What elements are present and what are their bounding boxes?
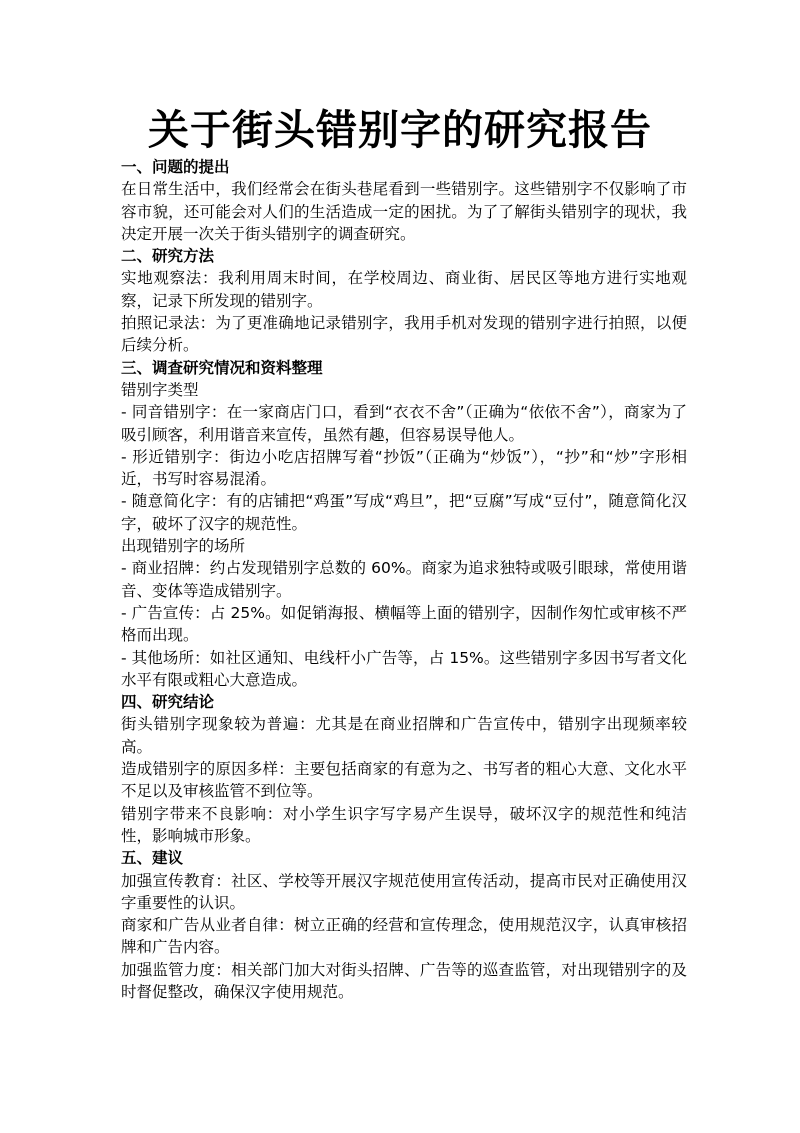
list-item-shop-signs: - 商业招牌：约占发现错别字总数的 60%。商家为追求独特或吸引眼球，常使用谐音、变体等造成错别字。	[121, 559, 687, 600]
subheading-error-types: 错别字类型	[121, 380, 199, 399]
list-item-other-places: - 其他场所：如社区通知、电线杆小广告等，占 15%。这些错别字多因书写者文化水平有限或粗心大意造成。	[121, 648, 687, 689]
report-body	[121, 156, 687, 1003]
list-item-homophone: - 同音错别字：在一家商店门口，看到“衣衣不舍”（正确为“依依不舍”），商家为了吸引顾客，利用谐音来宣传，虽然有趣，但容易误导他人。	[121, 403, 687, 444]
list-item-advertising: - 广告宣传：占 25%。如促销海报、横幅等上面的错别字，因制作匆忙或审核不严格而出现。	[121, 603, 687, 645]
paragraph-observation-method: 实地观察法：我利用周末时间，在学校周边、商业街、居民区等地方进行实地观察，记录下所发现的错别字。	[121, 269, 687, 310]
section-heading-methods: 二、研究方法	[121, 247, 215, 266]
paragraph-photo-method: 拍照记录法：为了更准确地记录错别字，我用手机对发现的错别字进行拍照，以便后续分析。	[121, 314, 687, 355]
subheading-locations: 出现错别字的场所	[121, 537, 246, 556]
list-item-simplification: - 随意简化字：有的店铺把“鸡蛋”写成“鸡旦”，把“豆腐”写成“豆付”，随意简化汉字，破坏了汉字的规范性。	[121, 492, 687, 533]
paragraph-conclusion-impact: 错别字带来不良影响：对小学生识字写字易产生误导，破坏汉字的规范性和纯洁性，影响城市形象。	[121, 804, 687, 845]
paragraph-suggestion-supervision: 加强监管力度：相关部门加大对街头招牌、广告等的巡查监管，对出现错别字的及时督促整改，确保汉字使用规范。	[121, 960, 687, 1001]
section-heading-problem: 一、问题的提出	[121, 158, 230, 176]
section-heading-conclusions: 四、研究结论	[121, 693, 215, 712]
report-title: 关于街头错别字的研究报告	[148, 106, 652, 154]
paragraph-suggestion-education: 加强宣传教育：社区、学校等开展汉字规范使用宣传活动，提高市民对正确使用汉字重要性的认识。	[121, 871, 687, 912]
paragraph-problem: 在日常生活中，我们经常会在街头巷尾看到一些错别字。这些错别字不仅影响了市容市貌，还可能会对人们的生活造成一定的困扰。为了了解街头错别字的现状，我决定开展一次关于街头错别字的调查研究。	[121, 180, 687, 243]
section-heading-findings: 三、调查研究情况和资料整理	[121, 358, 323, 377]
list-item-similar-shape: - 形近错别字：街边小吃店招牌写着“抄饭”（正确为“炒饭”），“抄”和“炒”字形相近，书写时容易混淆。	[121, 447, 687, 489]
paragraph-conclusion-common: 街头错别字现象较为普遍：尤其是在商业招牌和广告宣传中，错别字出现频率较高。	[121, 715, 687, 756]
section-heading-suggestions: 五、建议	[121, 849, 184, 868]
paragraph-conclusion-causes: 造成错别字的原因多样：主要包括商家的有意为之、书写者的粗心大意、文化水平不足以及审核监管不到位等。	[121, 760, 687, 801]
paragraph-suggestion-self-discipline: 商家和广告从业者自律：树立正确的经营和宣传理念，使用规范汉字，认真审核招牌和广告内容。	[121, 916, 687, 957]
